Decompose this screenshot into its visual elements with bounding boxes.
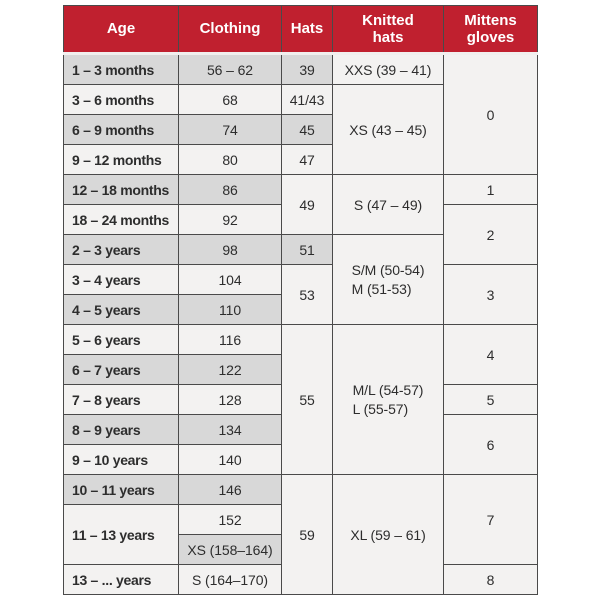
cell-mittens-gloves: 4 <box>444 325 538 385</box>
cell-age: 18 – 24 months <box>64 205 179 235</box>
cell-knitted-hats: XL (59 – 61) <box>333 475 444 595</box>
knitted-size-lines <box>353 381 424 417</box>
cell-age: 3 – 4 years <box>64 265 179 295</box>
header-row <box>64 6 538 54</box>
cell-age: 7 – 8 years <box>64 385 179 415</box>
cell-clothing: 110 <box>179 295 282 325</box>
cell-clothing: 140 <box>179 445 282 475</box>
cell-hats: 49 <box>282 175 333 235</box>
knitted-size-line: S/M (50-54) <box>351 262 425 279</box>
knitted-size-lines <box>352 261 425 297</box>
cell-clothing: 146 <box>179 475 282 505</box>
cell-clothing: 152 <box>179 505 282 535</box>
knitted-size-line: L (55-57) <box>352 400 409 417</box>
cell-clothing: 98 <box>179 235 282 265</box>
cell-hats: 45 <box>282 115 333 145</box>
knitted-size-line: M (51-53) <box>351 280 412 297</box>
column-header-age: Age <box>64 6 179 54</box>
column-header-clothing: Clothing <box>179 6 282 54</box>
table-row <box>64 325 538 355</box>
cell-clothing: 122 <box>179 355 282 385</box>
cell-knitted-hats <box>333 235 444 325</box>
cell-knitted-hats: S (47 – 49) <box>333 175 444 235</box>
cell-age: 12 – 18 months <box>64 175 179 205</box>
column-header-mittens-gloves <box>444 6 538 54</box>
cell-age: 5 – 6 years <box>64 325 179 355</box>
cell-clothing: 104 <box>179 265 282 295</box>
cell-mittens-gloves: 7 <box>444 475 538 565</box>
cell-mittens-gloves: 0 <box>444 54 538 175</box>
cell-mittens-gloves: 2 <box>444 205 538 265</box>
cell-age: 8 – 9 years <box>64 415 179 445</box>
cell-clothing: 134 <box>179 415 282 445</box>
cell-clothing: XS (158–164) <box>179 535 282 565</box>
cell-knitted-hats <box>333 325 444 475</box>
table-row <box>64 175 538 205</box>
cell-age: 3 – 6 months <box>64 85 179 115</box>
table-row <box>64 54 538 85</box>
column-header-hats: Hats <box>282 6 333 54</box>
cell-mittens-gloves: 8 <box>444 565 538 595</box>
cell-age: 13 – ... years <box>64 565 179 595</box>
cell-hats: 53 <box>282 265 333 325</box>
cell-age: 10 – 11 years <box>64 475 179 505</box>
cell-clothing: 74 <box>179 115 282 145</box>
cell-clothing: 80 <box>179 145 282 175</box>
cell-mittens-gloves: 5 <box>444 385 538 415</box>
cell-age: 2 – 3 years <box>64 235 179 265</box>
cell-hats: 41/43 <box>282 85 333 115</box>
cell-age: 9 – 12 months <box>64 145 179 175</box>
knitted-size-line: M/L (54-57) <box>352 382 424 399</box>
cell-knitted-hats: XXS (39 – 41) <box>333 54 444 85</box>
cell-age: 9 – 10 years <box>64 445 179 475</box>
column-header-knitted-hats-label: Knitted hats <box>362 11 414 46</box>
cell-age: 1 – 3 months <box>64 54 179 85</box>
cell-mittens-gloves: 1 <box>444 175 538 205</box>
size-chart-table <box>63 5 538 595</box>
column-header-knitted-hats <box>333 6 444 54</box>
cell-hats: 47 <box>282 145 333 175</box>
cell-clothing: 56 – 62 <box>179 54 282 85</box>
cell-hats: 55 <box>282 325 333 475</box>
cell-mittens-gloves: 6 <box>444 415 538 475</box>
column-header-mittens-gloves-label: Mittens gloves <box>464 11 517 46</box>
cell-knitted-hats: XS (43 – 45) <box>333 85 444 175</box>
cell-clothing: 92 <box>179 205 282 235</box>
cell-hats: 51 <box>282 235 333 265</box>
table-row <box>64 265 538 295</box>
cell-clothing: 86 <box>179 175 282 205</box>
cell-age: 6 – 7 years <box>64 355 179 385</box>
cell-age: 11 – 13 years <box>64 505 179 565</box>
cell-hats: 39 <box>282 54 333 85</box>
cell-mittens-gloves: 3 <box>444 265 538 325</box>
table-row <box>64 475 538 505</box>
cell-clothing: 68 <box>179 85 282 115</box>
cell-clothing: S (164–170) <box>179 565 282 595</box>
cell-age: 4 – 5 years <box>64 295 179 325</box>
cell-age: 6 – 9 months <box>64 115 179 145</box>
cell-clothing: 128 <box>179 385 282 415</box>
cell-hats: 59 <box>282 475 333 595</box>
cell-clothing: 116 <box>179 325 282 355</box>
size-chart <box>63 5 538 595</box>
